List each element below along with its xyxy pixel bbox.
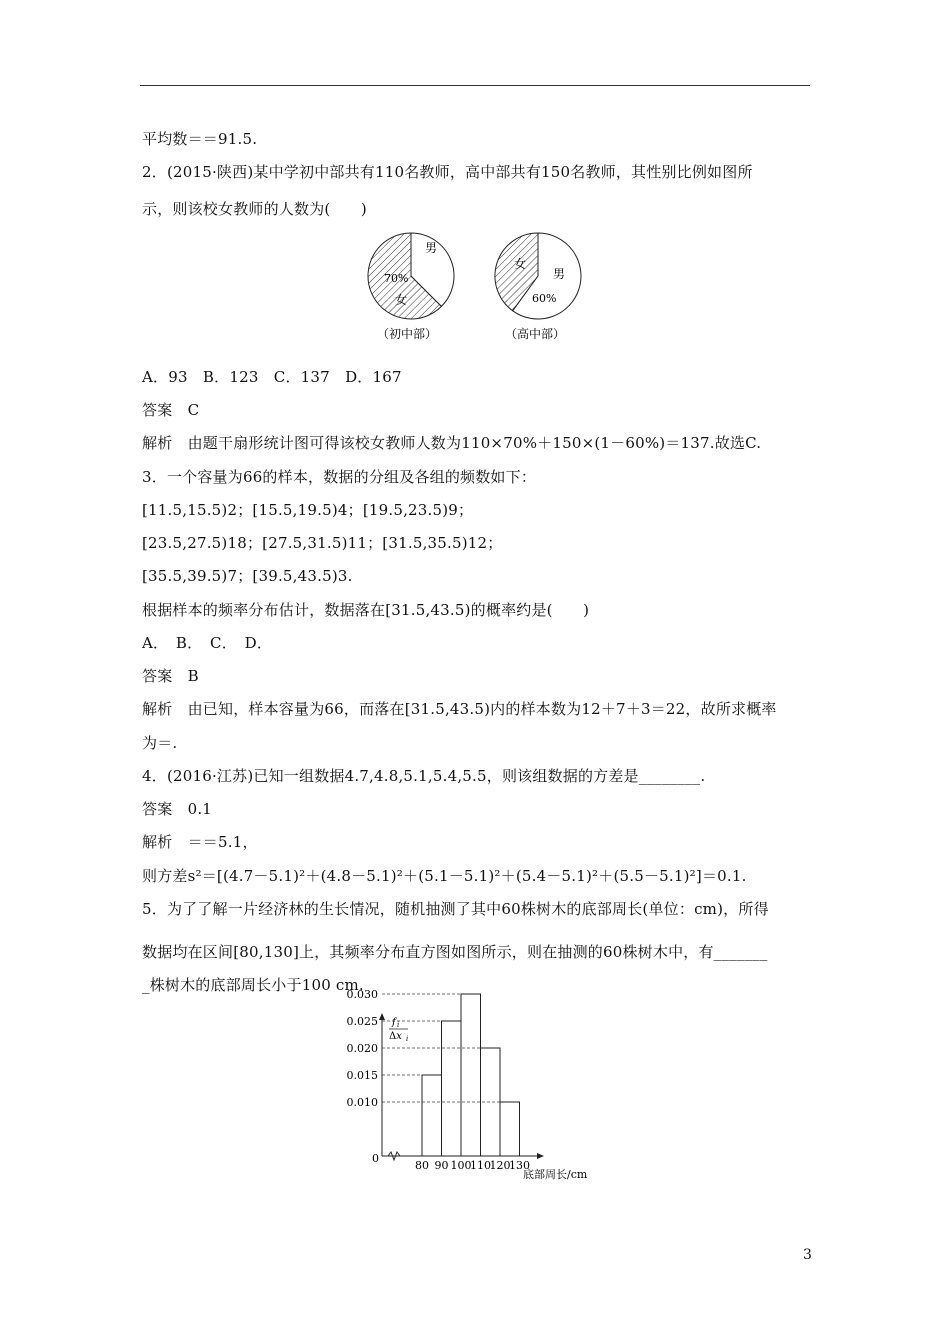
- x-tick-label: 110: [470, 1159, 491, 1172]
- text-line: 则方差s²＝[(4.7－5.1)²＋(4.8－5.1)²＋(5.1－5.1)²＋(5.4－5.1)²＋(5.5－5.1)²]＝0.1.: [142, 867, 747, 885]
- text-line: 解析 由题干扇形统计图可得该校女教师人数为110×70%＋150×(1－60%)＝137.故选C.: [142, 434, 762, 452]
- histogram-bar: [442, 1021, 462, 1156]
- text-line: 示，则该校女教师的人数为( ): [142, 200, 367, 218]
- pie-junior-female-label: 女: [395, 293, 408, 307]
- text-line: [35.5,39.5)7；[39.5,43.5)3.: [142, 567, 353, 585]
- x-tick-label: 100: [450, 1159, 472, 1172]
- text-line: 根据样本的频率分布估计，数据落在[31.5,43.5)的概率约是( ): [142, 601, 590, 619]
- histogram-bar: [500, 1102, 520, 1156]
- x-tick-label: 90: [434, 1159, 449, 1172]
- x-tick-label: 130: [509, 1159, 530, 1172]
- text-line: 答案 B: [142, 667, 199, 685]
- text-line: [23.5,27.5)18；[27.5,31.5)11；[31.5,35.5)12；: [142, 534, 503, 552]
- text-line: A．93 B．123 C．137 D．167: [142, 368, 402, 386]
- svg-text:f: f: [392, 1017, 396, 1028]
- histogram-chart: [340, 988, 610, 1186]
- text-line: [11.5,15.5)2；[15.5,19.5)4；[19.5,23.5)9；: [142, 501, 474, 519]
- text-line: 2．(2015·陕西)某中学初中部共有110名教师，高中部共有150名教师，其性别比例如图所: [142, 163, 753, 181]
- text-line: 答案 C: [142, 401, 200, 419]
- text-line: 数据均在区间[80,130]上，其频率分布直方图如图所示，则在抽测的60株树木中，有_______: [142, 943, 768, 961]
- pie-senior: [495, 233, 581, 341]
- text-line: 4．(2016·江苏)已知一组数据4.7,4.8,5.1,5.4,5.5，则该组数据的方差是________.: [142, 767, 706, 785]
- x-axis-label: 底部周长/cm: [523, 1168, 588, 1181]
- text-line: 解析 ＝＝5.1，: [142, 833, 258, 851]
- x-tick-label: 80: [415, 1159, 429, 1172]
- origin-label: 0: [372, 1152, 379, 1165]
- y-axis-label: [389, 1017, 408, 1043]
- pie-senior-percent: 60%: [532, 292, 557, 305]
- pie-figure: [360, 228, 590, 346]
- text-line: A． B． C． D．: [142, 634, 273, 652]
- page-number: 3: [803, 1247, 812, 1263]
- histogram-bar: [461, 994, 481, 1156]
- pie-junior: [368, 233, 454, 341]
- pie-junior-caption: （初中部）: [377, 327, 438, 341]
- y-tick-label: 0.020: [346, 1042, 378, 1055]
- text-line: 5．为了了解一片经济林的生长情况，随机抽测了其中60株树木的底部周长(单位：cm)，所得: [142, 900, 769, 918]
- svg-text:i: i: [406, 1035, 409, 1043]
- text-line: 答案 0.1: [142, 800, 213, 818]
- text-line: _株树木的底部周长小于100 cm.: [142, 976, 364, 994]
- pie-junior-male-label: 男: [425, 241, 438, 255]
- pie-senior-female-label: 女: [514, 257, 527, 271]
- text-line: 3．一个容量为66的样本，数据的分组及各组的频数如下：: [142, 468, 537, 486]
- svg-text:Δx: Δx: [389, 1031, 402, 1042]
- pie-senior-male-label: 男: [553, 267, 566, 281]
- text-line: 为＝.: [142, 734, 178, 752]
- text-line: 解析 由已知，样本容量为66，而落在[31.5,43.5)内的样本数为12＋7＋3＝22，故所求概率: [142, 700, 777, 718]
- text-line: 平均数＝＝91.5.: [142, 130, 258, 148]
- y-tick-label: 0.015: [346, 1069, 378, 1082]
- y-tick-label: 0.030: [346, 988, 378, 1001]
- pie-senior-caption: （高中部）: [505, 327, 566, 341]
- pie-junior-percent: 70%: [384, 272, 409, 285]
- histogram-bar: [422, 1075, 442, 1156]
- x-tick-label: 120: [489, 1159, 511, 1172]
- header-rule: [140, 85, 810, 86]
- y-tick-label: 0.025: [346, 1015, 378, 1028]
- y-tick-label: 0.010: [346, 1096, 378, 1109]
- svg-text:i: i: [397, 1021, 400, 1029]
